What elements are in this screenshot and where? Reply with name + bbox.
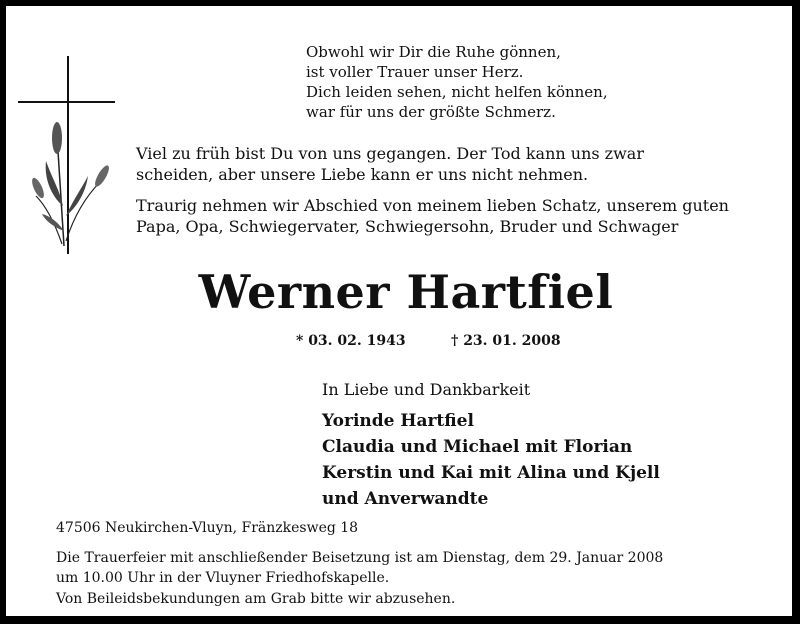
poem-verse <box>306 42 608 122</box>
thanks-line: In Liebe und Dankbarkeit <box>322 380 531 399</box>
death-date: † 23. 01. 2008 <box>451 333 561 349</box>
farewell-line: Traurig nehmen wir Abschied von meinem lieben Schatz, unserem guten <box>136 196 729 215</box>
poem-line: Obwohl wir Dir die Ruhe gönnen, <box>306 43 561 61</box>
family-member: Yorinde Hartfiel <box>322 411 474 431</box>
poem-line: ist voller Trauer unser Herz. <box>306 63 524 81</box>
address: 47506 Neukirchen-Vluyn, Fränzkesweg 18 <box>56 520 359 536</box>
farewell-text <box>136 195 729 237</box>
family-member: Kerstin und Kai mit Alina und Kjell <box>322 463 660 483</box>
funeral-info-line: Die Trauerfeier mit anschließender Beisetzung ist am Dienstag, dem 29. Januar 2008 <box>56 550 664 566</box>
intro-text <box>136 143 644 185</box>
deceased-name: Werner Hartfiel <box>198 265 614 319</box>
family-member: und Anverwandte <box>322 489 489 509</box>
intro-line: scheiden, aber unsere Liebe kann er uns nicht nehmen. <box>136 165 589 184</box>
farewell-line: Papa, Opa, Schwiegervater, Schwiegersohn, Bruder und Schwager <box>136 217 679 236</box>
funeral-info <box>56 548 663 588</box>
family-member: Claudia und Michael mit Florian <box>322 437 633 457</box>
intro-line: Viel zu früh bist Du von uns gegangen. Der Tod kann uns zwar <box>136 144 644 163</box>
family-list <box>322 408 660 512</box>
poem-line: Dich leiden sehen, nicht helfen können, <box>306 83 608 101</box>
birth-date: * 03. 02. 1943 <box>296 333 406 349</box>
cross-with-wheat-icon <box>16 56 121 256</box>
funeral-info-line: um 10.00 Uhr in der Vluyner Friedhofskapelle. <box>56 570 390 586</box>
condolence-note: Von Beileidsbekundungen am Grab bitte wir abzusehen. <box>56 591 456 607</box>
poem-line: war für uns der größte Schmerz. <box>306 103 556 121</box>
